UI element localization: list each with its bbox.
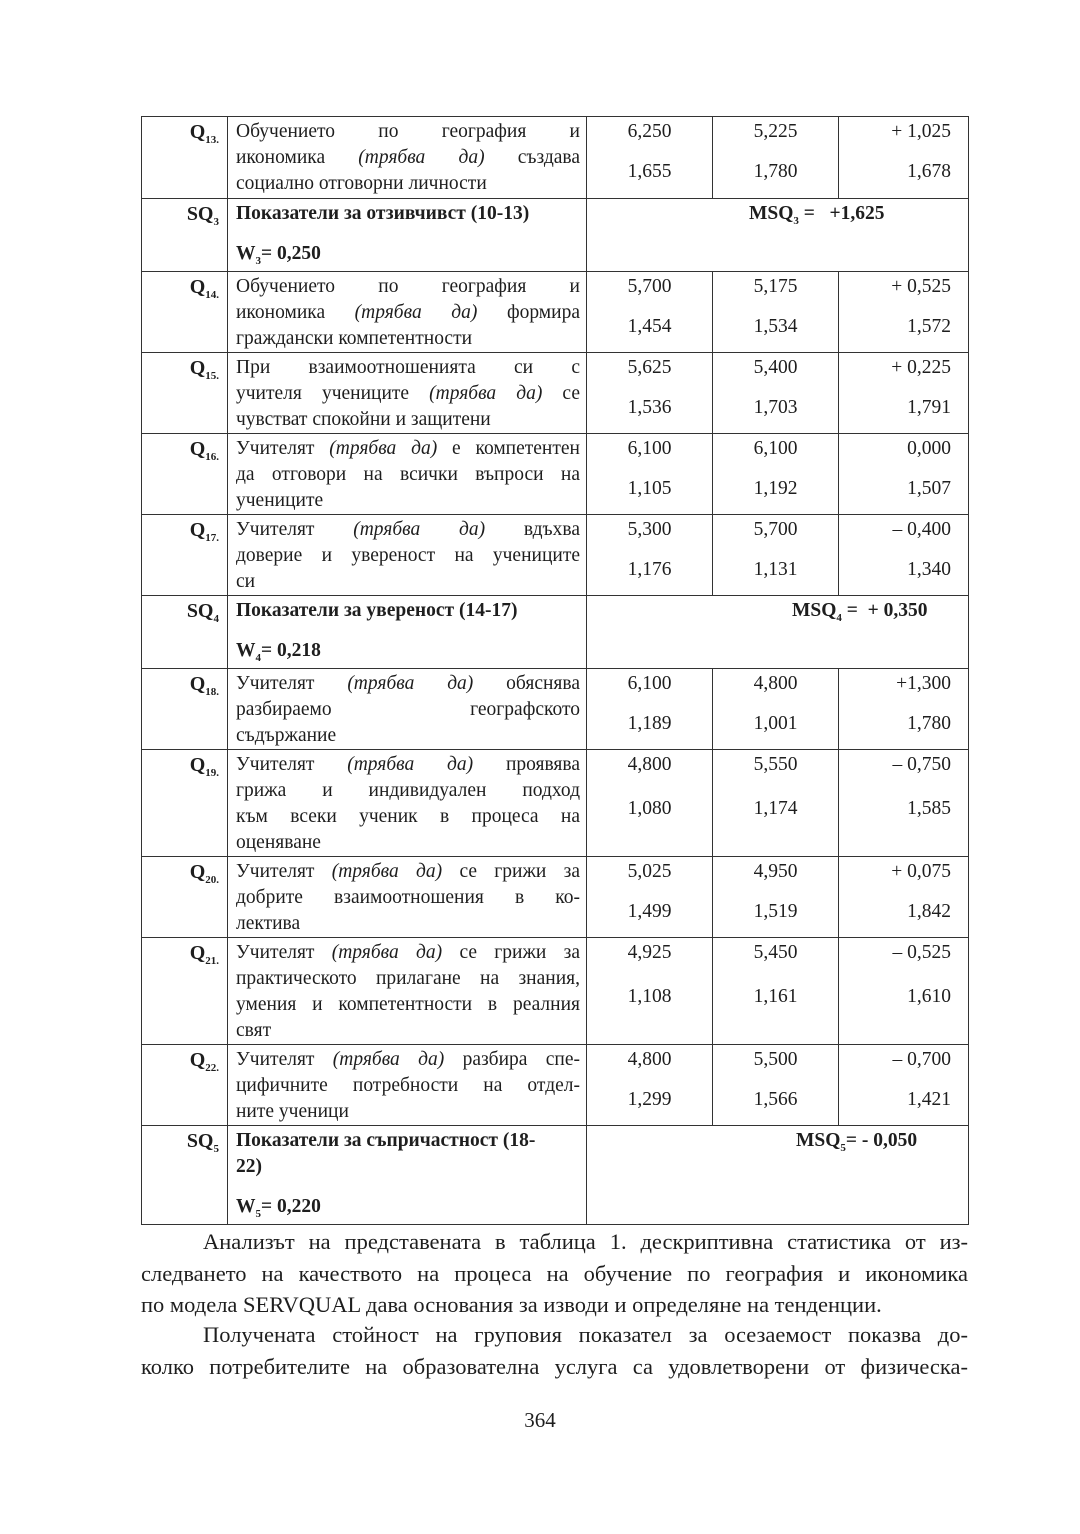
expectation-cell — [587, 750, 713, 857]
sd-value: 1,161 — [753, 986, 798, 1007]
mean-value: 5,225 — [753, 121, 798, 142]
mean-value: 6,100 — [627, 438, 672, 459]
desc-line-text: икономика (трябва да) формира — [236, 302, 580, 323]
mean-value: 5,700 — [627, 276, 672, 297]
gap-value: – 0,525 — [892, 942, 951, 963]
table-row — [142, 272, 969, 353]
mean-value: 5,025 — [627, 861, 672, 882]
desc-line — [236, 1047, 580, 1073]
gap-value: +1,300 — [896, 673, 951, 694]
sd-value: 1,176 — [627, 559, 672, 580]
sd-value: 1,174 — [753, 798, 798, 819]
expectation-cell — [587, 515, 713, 596]
desc-line — [236, 697, 580, 723]
question-code: $Q_{19.}$ — [142, 750, 228, 857]
expectation-cell — [587, 669, 713, 750]
question-text — [228, 117, 587, 199]
desc-line — [236, 911, 580, 937]
sd-value: 1,519 — [753, 901, 798, 922]
gap-value: – 0,750 — [892, 754, 951, 775]
paragraph-line: следването на качеството на процеса на обучение по география и икономика — [141, 1260, 968, 1286]
sd-value: 1,842 — [907, 901, 951, 922]
desc-line — [236, 830, 580, 856]
weight-label: $W_3= 0,250$ — [236, 243, 321, 267]
sd-value: 1,454 — [627, 316, 672, 337]
expectation-cell — [587, 272, 713, 353]
perception-cell — [713, 857, 839, 938]
gap-value: 0,000 — [907, 438, 951, 459]
desc-line — [236, 462, 580, 488]
question-code: $Q_{15.}$ — [142, 353, 228, 434]
expectation-cell — [587, 117, 713, 199]
question-text — [228, 857, 587, 938]
table-row — [142, 515, 969, 596]
mean-value: 4,800 — [753, 673, 798, 694]
sd-value: 1,780 — [753, 161, 798, 182]
desc-line — [236, 752, 580, 778]
desc-line — [236, 992, 580, 1018]
mean-value: 5,700 — [753, 519, 798, 540]
desc-line — [236, 671, 580, 697]
desc-line-text: При взаимоотношенията си с — [236, 357, 580, 378]
desc-line-text: Учителят (трябва да) вдъхва — [236, 519, 580, 540]
desc-line — [236, 966, 580, 992]
gap-cell — [839, 272, 969, 353]
expectation-cell — [587, 353, 713, 434]
gap-cell — [839, 353, 969, 434]
perception-cell — [713, 434, 839, 515]
desc-line-text: граждански компетентности — [236, 328, 473, 349]
question-text — [228, 434, 587, 515]
mean-value: 5,625 — [627, 357, 672, 378]
desc-line — [236, 1099, 580, 1125]
desc-line — [236, 723, 580, 749]
gap-cell — [839, 938, 969, 1045]
question-code: $Q_{16.}$ — [142, 434, 228, 515]
question-code: $Q_{21.}$ — [142, 938, 228, 1045]
desc-line-text: Обучението по география и — [236, 121, 580, 142]
mean-value: 5,450 — [753, 942, 798, 963]
mean-value: 4,925 — [627, 942, 672, 963]
sd-value: 1,299 — [627, 1089, 672, 1110]
question-text — [228, 1045, 587, 1126]
sd-value: 1,791 — [907, 397, 951, 418]
group-code: $SQ_5$ — [142, 1126, 228, 1225]
desc-line-text: учителя учениците (трябва да) се — [236, 383, 580, 404]
desc-line-text: да отговори на всички въпроси на — [236, 464, 580, 485]
question-text — [228, 669, 587, 750]
gap-cell — [839, 1045, 969, 1126]
gap-cell — [839, 434, 969, 515]
group-mean-gap: $MSQ_3 = +1,625$ — [587, 199, 969, 272]
desc-line-text: социално отговорни личности — [236, 173, 487, 194]
mean-value: 4,950 — [753, 861, 798, 882]
desc-line — [236, 326, 580, 352]
paragraph-line: Анализът на представената в таблица 1. дескриптивна статистика от из- — [203, 1229, 968, 1254]
desc-line-text: цифичните потребности на отдел- — [236, 1075, 580, 1096]
table-row — [142, 1045, 969, 1126]
sd-value: 1,192 — [753, 478, 798, 499]
desc-line-text: разбираемо географското — [236, 699, 580, 720]
gap-cell — [839, 669, 969, 750]
desc-line — [236, 119, 580, 145]
paragraph-line: по модела SERVQUAL дава основания за изводи и определяне на тенденции. — [141, 1292, 882, 1317]
desc-line — [236, 300, 580, 326]
table-row — [142, 938, 969, 1045]
gap-value: + 0,225 — [891, 357, 951, 378]
desc-line — [236, 1018, 580, 1044]
summary-title-line: 22) — [236, 1156, 262, 1177]
sd-value: 1,566 — [753, 1089, 798, 1110]
sd-value: 1,105 — [627, 478, 672, 499]
desc-line-text: практическото прилагане на знания, — [236, 968, 580, 989]
sd-value: 1,572 — [907, 316, 951, 337]
desc-line-text: Учителят (трябва да) обяснява — [236, 673, 580, 694]
question-text — [228, 515, 587, 596]
gap-value: + 0,525 — [891, 276, 951, 297]
summary-title: Показатели за отзивчивст (10-13) — [236, 203, 530, 224]
desc-line — [236, 517, 580, 543]
desc-line-text: свят — [236, 1020, 272, 1041]
mean-value: 6,250 — [627, 121, 672, 142]
sd-value: 1,499 — [627, 901, 672, 922]
mean-value: 5,300 — [627, 519, 672, 540]
sd-value: 1,703 — [753, 397, 798, 418]
sd-value: 1,001 — [753, 713, 798, 734]
desc-line — [236, 274, 580, 300]
mean-value: 5,175 — [753, 276, 798, 297]
group-code: $SQ_4$ — [142, 596, 228, 669]
expectation-cell — [587, 857, 713, 938]
sd-value: 1,585 — [907, 798, 951, 819]
table-row — [142, 857, 969, 938]
table-row — [142, 353, 969, 434]
gap-value: – 0,700 — [892, 1049, 951, 1070]
question-code: $Q_{20.}$ — [142, 857, 228, 938]
desc-line — [236, 171, 580, 197]
summary-row — [142, 1126, 969, 1225]
weight-label: $W_5= 0,220$ — [236, 1196, 321, 1220]
expectation-cell — [587, 1045, 713, 1126]
desc-line-text: Учителят (трябва да) е компетентен — [236, 438, 580, 459]
sd-value: 1,610 — [907, 986, 951, 1007]
mean-value: 5,550 — [753, 754, 798, 775]
desc-line-text: грижа и индивидуален подход — [236, 780, 580, 801]
table-row — [142, 434, 969, 515]
gap-cell — [839, 750, 969, 857]
desc-line-text: умения и компетентности в реалния — [236, 994, 580, 1015]
desc-line — [236, 355, 580, 381]
sd-value: 1,080 — [627, 798, 672, 819]
desc-line-text: икономика (трябва да) създава — [236, 147, 580, 168]
perception-cell — [713, 1045, 839, 1126]
desc-line — [236, 543, 580, 569]
desc-line-text: добрите взаимоотношения в ко- — [236, 887, 580, 908]
desc-line — [236, 885, 580, 911]
desc-line — [236, 940, 580, 966]
paragraph-2 — [141, 1319, 968, 1382]
desc-line-text: ните ученици — [236, 1101, 349, 1122]
desc-line — [236, 859, 580, 885]
desc-line — [236, 436, 580, 462]
summary-row — [142, 596, 969, 669]
servqual-table — [141, 116, 969, 1225]
desc-line — [236, 569, 580, 595]
gap-cell — [839, 117, 969, 199]
summary-row — [142, 199, 969, 272]
paragraph-line: колко потребителите на образователна услуга са удовлетворени от физическа- — [141, 1353, 968, 1379]
sd-value: 1,189 — [627, 713, 672, 734]
sd-value: 1,131 — [753, 559, 798, 580]
table-row — [142, 669, 969, 750]
table-row — [142, 117, 969, 199]
sd-value: 1,340 — [907, 559, 951, 580]
summary-title: Показатели за увереност (14-17) — [236, 600, 518, 621]
perception-cell — [713, 353, 839, 434]
paragraph-1 — [141, 1226, 968, 1321]
perception-cell — [713, 669, 839, 750]
question-text — [228, 353, 587, 434]
mean-value: 5,400 — [753, 357, 798, 378]
desc-line-text: Учителят (трябва да) се грижи за — [236, 861, 580, 882]
desc-line-text: лектива — [236, 913, 301, 934]
desc-line-text: Учителят (трябва да) разбира спе- — [236, 1049, 581, 1070]
sd-value: 1,507 — [907, 478, 951, 499]
gap-cell — [839, 857, 969, 938]
group-description — [228, 1126, 587, 1225]
perception-cell — [713, 117, 839, 199]
question-text — [228, 938, 587, 1045]
desc-line — [236, 381, 580, 407]
desc-line-text: Учителят (трябва да) проявява — [236, 754, 580, 775]
desc-line — [236, 407, 580, 433]
group-mean-gap: $MSQ_5= - 0,050$ — [587, 1126, 969, 1225]
desc-line — [236, 145, 580, 171]
group-mean-gap: $MSQ_4$ = + 0,350 — [587, 596, 969, 669]
desc-line — [236, 488, 580, 514]
question-code: $Q_{18.}$ — [142, 669, 228, 750]
sd-value: 1,421 — [907, 1089, 951, 1110]
desc-line — [236, 1073, 580, 1099]
table-row — [142, 750, 969, 857]
question-text — [228, 272, 587, 353]
perception-cell — [713, 515, 839, 596]
gap-cell — [839, 515, 969, 596]
question-code: $Q_{14.}$ — [142, 272, 228, 353]
desc-line-text: съдържание — [236, 725, 337, 746]
question-code: $Q_{22.}$ — [142, 1045, 228, 1126]
sd-value: 1,780 — [907, 713, 951, 734]
sd-value: 1,534 — [753, 316, 798, 337]
question-text — [228, 750, 587, 857]
sd-value: 1,655 — [627, 161, 672, 182]
desc-line — [236, 804, 580, 830]
paragraph-line: Получената стойност на груповия показател за осезаемост показва до- — [203, 1322, 968, 1347]
expectation-cell — [587, 938, 713, 1045]
desc-line-text: към всеки ученик в процеса на — [236, 806, 580, 827]
perception-cell — [713, 272, 839, 353]
sd-value: 1,536 — [627, 397, 672, 418]
mean-value: 4,800 — [627, 754, 672, 775]
sd-value: 1,108 — [627, 986, 672, 1007]
gap-value: – 0,400 — [892, 519, 951, 540]
question-code: $Q_{17.}$ — [142, 515, 228, 596]
mean-value: 5,500 — [753, 1049, 798, 1070]
desc-line-text: доверие и увереност на учениците — [236, 545, 580, 566]
desc-line-text: чувстват спокойни и защитени — [236, 409, 491, 430]
desc-line-text: си — [236, 571, 256, 592]
mean-value: 6,100 — [627, 673, 672, 694]
perception-cell — [713, 938, 839, 1045]
desc-line — [236, 778, 580, 804]
expectation-cell — [587, 434, 713, 515]
mean-value: 6,100 — [753, 438, 798, 459]
summary-title-line: Показатели за съпричастност (18- — [236, 1130, 536, 1151]
gap-value: + 1,025 — [891, 121, 951, 142]
question-code: $Q_{13.}$ — [142, 117, 228, 199]
perception-cell — [713, 750, 839, 857]
sd-value: 1,678 — [907, 161, 951, 182]
group-code: $SQ_3$ — [142, 199, 228, 272]
weight-label: $W_4= 0,218$ — [236, 640, 321, 664]
desc-line-text: Обучението по география и — [236, 276, 580, 297]
desc-line-text: оценяване — [236, 832, 321, 853]
group-description — [228, 596, 587, 669]
page-number: 364 — [524, 1408, 556, 1432]
gap-value: + 0,075 — [891, 861, 951, 882]
desc-line-text: Учителят (трябва да) се грижи за — [236, 942, 580, 963]
group-description — [228, 199, 587, 272]
mean-value: 4,800 — [627, 1049, 672, 1070]
desc-line-text: учениците — [236, 490, 324, 511]
